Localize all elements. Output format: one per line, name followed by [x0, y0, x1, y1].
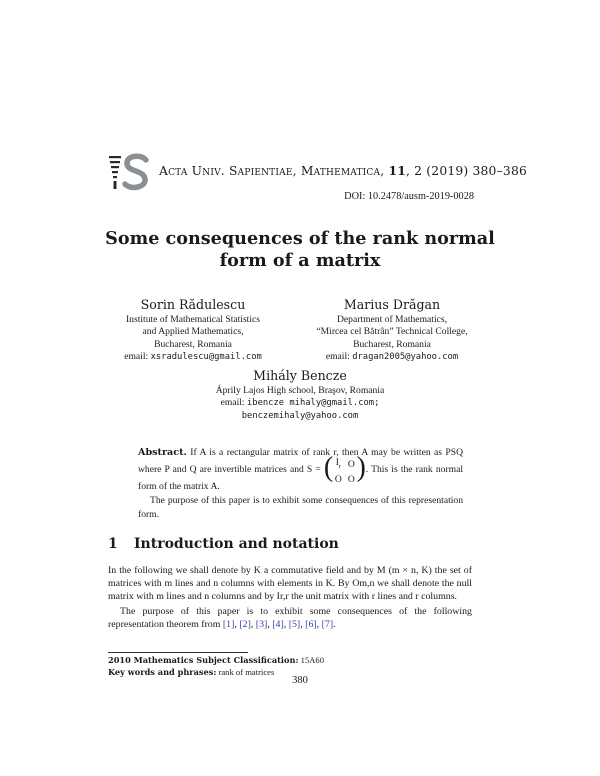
author-name: Marius Drăgan [343, 297, 441, 312]
page-number: 380 [292, 675, 308, 686]
citation-link[interactable]: [4] [272, 618, 284, 630]
email-label: email: [220, 397, 245, 409]
journal-volume: 11 [388, 163, 406, 178]
abstract [138, 446, 463, 522]
author-email-line [100, 351, 286, 363]
author-affiliation: and Applied Mathematics, [142, 326, 244, 338]
section-body [108, 564, 472, 631]
author-email-line [180, 397, 420, 409]
author-affiliation: Department of Mathematics, [336, 314, 448, 325]
body-paragraph-2: The purpose of this paper is to exhibit some consequences of the following representation theorem from [1], [2], [3], [4], [5], [6], [7]. [108, 605, 472, 630]
matrix-S [323, 452, 366, 485]
matrix-cell: O [334, 473, 342, 485]
journal-logo-icon [108, 153, 150, 191]
journal-citation [159, 163, 527, 178]
author-block-3 [180, 367, 420, 422]
msc-code: 15A60 [300, 655, 325, 665]
journal-issue-pages: , 2 (2019) 380–386 [405, 164, 527, 178]
left-paren: ( [323, 452, 334, 483]
section-title: Introduction and notation [134, 536, 339, 552]
email-label: email: [124, 351, 149, 363]
keywords-label: Key words and phrases: [108, 667, 217, 677]
author-email-line [300, 351, 484, 363]
abstract-text-2: . This is the rank normal form of the matrix A. [138, 464, 463, 492]
citation-link[interactable]: [6] [305, 618, 317, 630]
citation-link[interactable]: [1] [222, 618, 235, 630]
author-block-1 [100, 296, 286, 364]
author-email[interactable]: xsradulescu@gmail.com [150, 352, 262, 363]
citation-link[interactable]: [7] [321, 618, 334, 630]
author-affiliation: Bucharest, Romania [353, 338, 431, 350]
paper-title [100, 228, 500, 272]
author-affiliation: “Mircea cel Bătrân” Technical College, [316, 326, 468, 338]
author-name: Mihály Bencze [253, 368, 347, 383]
matrix-table [332, 456, 358, 486]
msc-label: 2010 Mathematics Subject Classification: [108, 655, 299, 665]
body-paragraph-1: In the following we shall denote by K a commutative field and by M (m × n, K) the set of matrices with m lines and n columns with elements in K. By Om,n we shall denote the null matrix with m lines and n columns and by Ir,r the unit matrix with r lines and r columns. [108, 565, 472, 603]
matrix-cell: O [347, 473, 355, 485]
author-affiliation: Áprily Lajos High school, Braşov, Romania [215, 385, 385, 396]
title-line-2: form of a matrix [219, 250, 381, 271]
author-email[interactable]: ibencze mihaly@gmail.com; [246, 398, 380, 409]
footnote-divider [108, 652, 248, 653]
citation-link[interactable]: [5] [288, 618, 301, 630]
author-block-2 [300, 296, 484, 364]
right-paren: ) [356, 452, 366, 483]
citation-link[interactable]: [2] [239, 618, 251, 630]
author-email[interactable]: dragan2005@yahoo.com [352, 352, 459, 363]
author-email-2[interactable]: benczemihaly@yahoo.com [241, 410, 359, 421]
msc-line [108, 654, 478, 666]
keywords: rank of matrices [218, 667, 275, 677]
section-heading [108, 536, 339, 552]
email-label: email: [325, 351, 350, 363]
abstract-label: Abstract. [138, 447, 187, 458]
section-number: 1 [108, 536, 118, 552]
abstract-para-2: The purpose of this paper is to exhibit some consequences of this representation form. [138, 495, 463, 520]
doi: DOI: 10.2478/ausm-2019-0028 [344, 191, 474, 202]
journal-name: Acta Univ. Sapientiae, Mathematica, [159, 164, 385, 178]
author-name: Sorin Rădulescu [140, 297, 246, 312]
matrix-cell: O [347, 458, 355, 470]
matrix-cell: $I_r$ [335, 457, 342, 470]
citation-link[interactable]: [3] [255, 618, 268, 630]
title-line-1: Some consequences of the rank normal [105, 228, 495, 249]
abstract-text-1: If A is a rectangular matrix of rank r, then A may be written as PSQ where P and Q are invertible matrices and S = [138, 447, 463, 476]
author-affiliation: Bucharest, Romania [154, 338, 232, 350]
abstract-para-1 [138, 446, 463, 494]
author-affiliation: Institute of Mathematical Statistics [125, 314, 261, 325]
